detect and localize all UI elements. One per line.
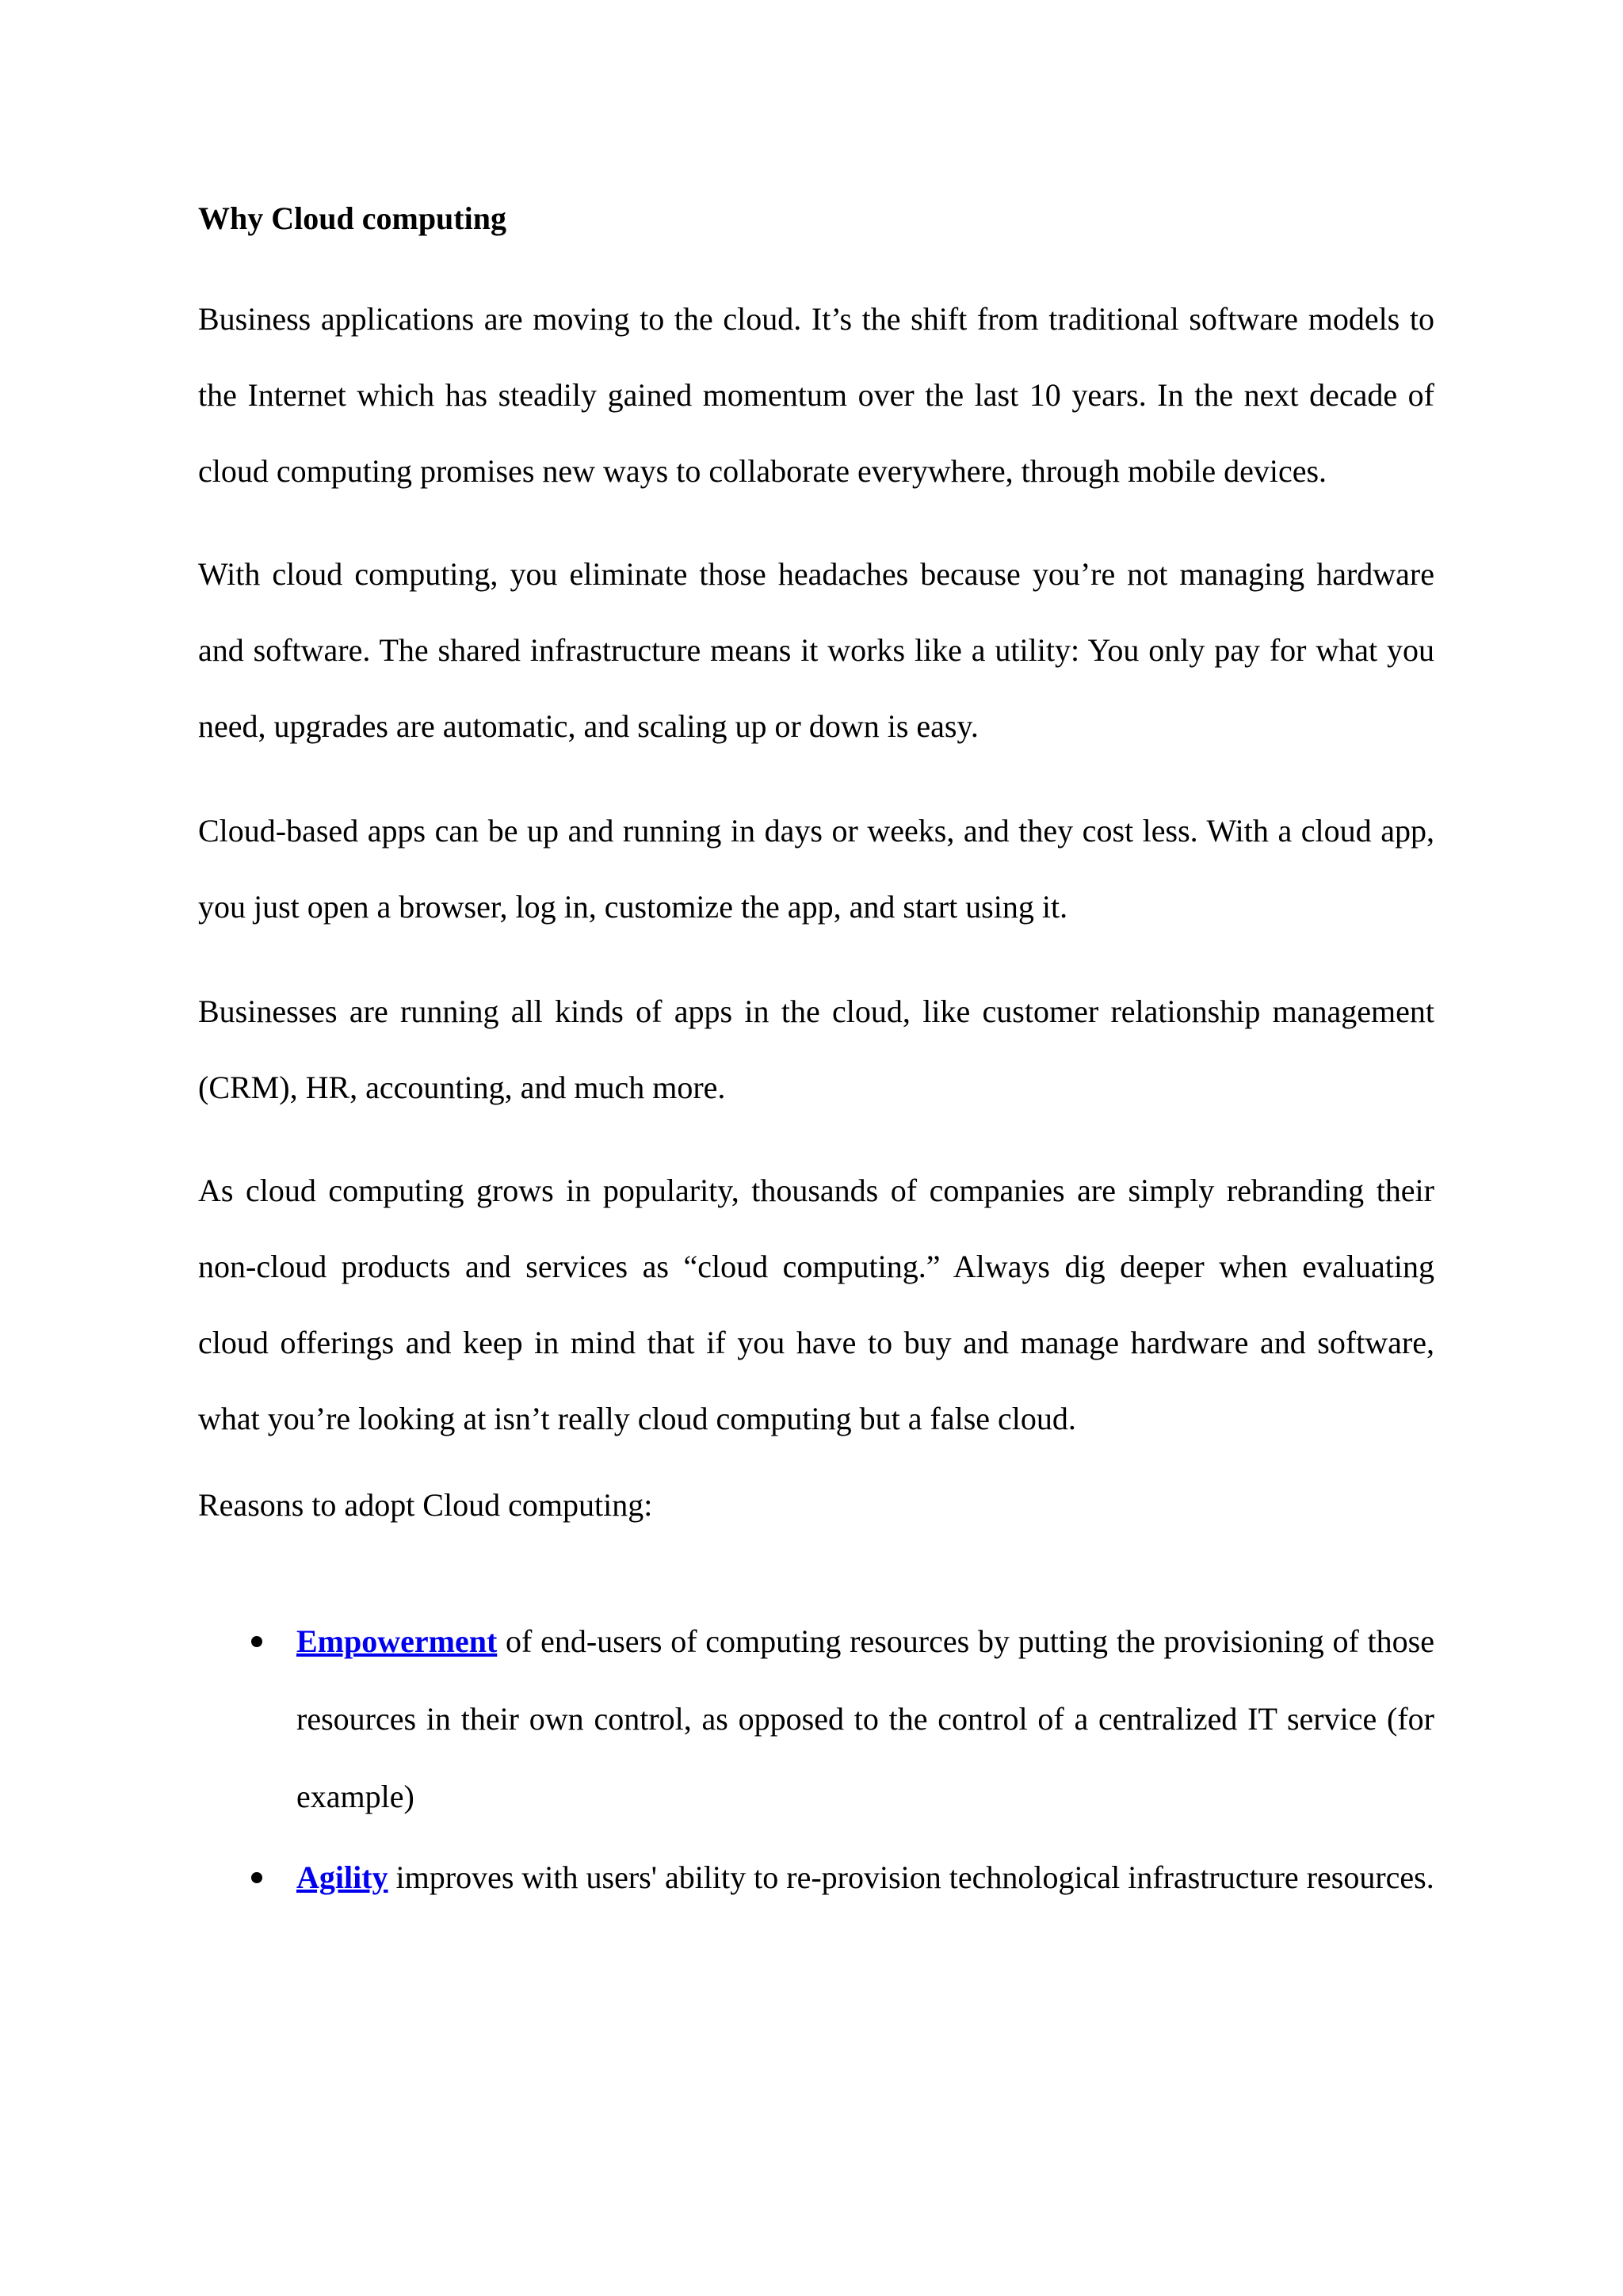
list-item-text: improves with users' ability to re-provision technological infrastructure resources. <box>388 1859 1434 1895</box>
paragraph-false-cloud: As cloud computing grows in popularity, thousands of companies are simply rebranding their non-cloud products and services as “cloud computing.” Always dig deeper when evaluating cloud offerings and keep in mind that if you have to buy and manage hardware and software, what you’re looking at isn’t really cloud computing but a false cloud. <box>198 1173 1434 1436</box>
list-item <box>198 1839 1434 1917</box>
list-item <box>198 1603 1434 1836</box>
paragraph-headaches: With cloud computing, you eliminate those headaches because you’re not managing hardware and software. The shared infrastructure means it works like a utility: You only pay for what you need, upgrades are automatic, and scaling up or down is easy. <box>198 556 1434 744</box>
paragraph-cloud-apps: Cloud-based apps can be up and running in days or weeks, and they cost less. With a cloud app, you just open a browser, log in, customize the app, and start using it. <box>198 813 1434 925</box>
agility-link[interactable]: Agility <box>296 1859 388 1895</box>
bullet-icon <box>251 1636 262 1647</box>
paragraph-businesses: Businesses are running all kinds of apps in the cloud, like customer relationship management (CRM), HR, accounting, and much more. <box>198 994 1434 1105</box>
paragraph-reasons-intro: Reasons to adopt Cloud computing: <box>198 1487 653 1523</box>
paragraph-intro: Business applications are moving to the cloud. It’s the shift from traditional software models to the Internet which has steadily gained momentum over the last 10 years. In the next decade of cloud computing promises new ways to collaborate everywhere, through mobile devices. <box>198 301 1434 489</box>
bullet-icon <box>251 1872 262 1883</box>
empowerment-link[interactable]: Empowerment <box>296 1623 498 1659</box>
page-title: Why Cloud computing <box>198 200 506 236</box>
list-item-text: of end-users of computing resources by putting the provisioning of those resources in their own control, as opposed to the control of a centralized IT service (for example) <box>296 1623 1434 1814</box>
reasons-list <box>198 1603 1434 1920</box>
